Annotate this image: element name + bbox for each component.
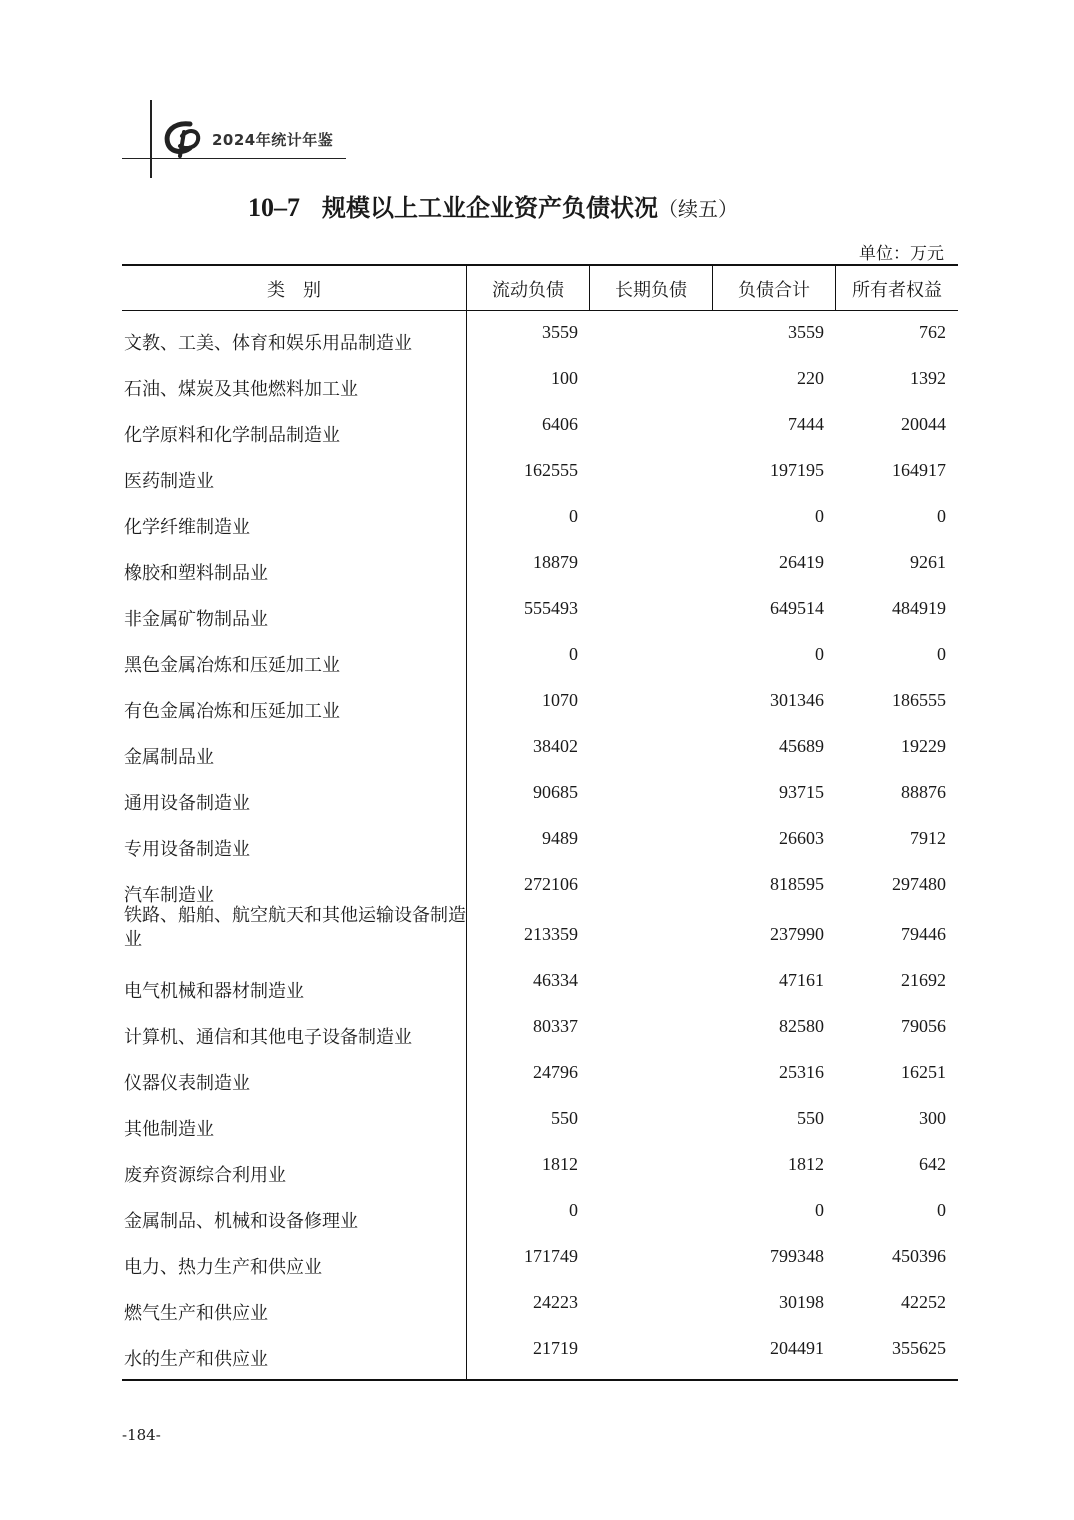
cell-current-liabilities: 1070 [542, 690, 578, 710]
cell-total-liabilities: 649514 [770, 598, 824, 618]
cell-current-liabilities: 213359 [524, 924, 578, 944]
row-category-name: 电力、热力生产和供应业 [124, 1257, 322, 1278]
cell-current-liabilities: 3559 [542, 322, 578, 342]
cell-total-liabilities: 3559 [788, 322, 824, 342]
yearbook-label: 2024年统计年鉴 [212, 131, 334, 149]
row-category-name: 铁路、船舶、航空航天和其他运输设备制造业 [124, 905, 466, 950]
cell-total-liabilities: 1812 [788, 1154, 824, 1174]
table-row [122, 322, 958, 368]
table-row [122, 905, 958, 966]
cell-total-liabilities: 82580 [779, 1016, 824, 1036]
cell-owners-equity: 762 [919, 322, 946, 342]
cell-current-liabilities: 0 [569, 1200, 578, 1220]
table-row [122, 1200, 958, 1246]
row-category-name: 化学原料和化学制品制造业 [124, 425, 340, 446]
cell-total-liabilities: 45689 [779, 736, 824, 756]
cell-current-liabilities: 24223 [533, 1292, 578, 1312]
cell-owners-equity: 88876 [901, 782, 946, 802]
cell-owners-equity: 484919 [892, 598, 946, 618]
cell-total-liabilities: 93715 [779, 782, 824, 802]
row-category-name: 专用设备制造业 [124, 839, 250, 860]
cell-owners-equity: 300 [919, 1108, 946, 1128]
cell-total-liabilities: 197195 [770, 460, 824, 480]
cell-current-liabilities: 162555 [524, 460, 578, 480]
header-horizontal-rule [122, 158, 346, 159]
cell-owners-equity: 1392 [910, 368, 946, 388]
cell-current-liabilities: 555493 [524, 598, 578, 618]
table-row [122, 1016, 958, 1062]
cell-total-liabilities: 799348 [770, 1246, 824, 1266]
table-row [122, 598, 958, 644]
cell-total-liabilities: 237990 [770, 924, 824, 944]
table-row [122, 368, 958, 414]
cell-current-liabilities: 100 [551, 368, 578, 388]
cell-total-liabilities: 26419 [779, 552, 824, 572]
row-category-name: 其他制造业 [124, 1119, 214, 1140]
table-title-main: 规模以上工业企业资产负债状况 [322, 193, 658, 222]
table-row [122, 414, 958, 460]
table-row [122, 1108, 958, 1154]
table-row [122, 1292, 958, 1338]
cell-current-liabilities: 1812 [542, 1154, 578, 1174]
unit-label: 单位：万元 [859, 244, 944, 264]
cell-owners-equity: 9261 [910, 552, 946, 572]
row-category-name: 电气机械和器材制造业 [124, 981, 304, 1002]
cell-total-liabilities: 204491 [770, 1338, 824, 1358]
row-category-name: 黑色金属冶炼和压延加工业 [124, 655, 340, 676]
cell-owners-equity: 164917 [892, 460, 946, 480]
cell-owners-equity: 19229 [901, 736, 946, 756]
cell-owners-equity: 0 [937, 1200, 946, 1220]
cell-total-liabilities: 550 [797, 1108, 824, 1128]
cell-owners-equity: 450396 [892, 1246, 946, 1266]
cell-current-liabilities: 21719 [533, 1338, 578, 1358]
table-title-sub: （续五） [658, 197, 738, 221]
cell-owners-equity: 186555 [892, 690, 946, 710]
cell-current-liabilities: 24796 [533, 1062, 578, 1082]
table-row [122, 828, 958, 874]
table-header-rule [122, 310, 958, 311]
column-header-category: 类 别 [267, 280, 321, 301]
row-category-name: 计算机、通信和其他电子设备制造业 [124, 1027, 412, 1048]
cell-owners-equity: 42252 [901, 1292, 946, 1312]
cell-total-liabilities: 220 [797, 368, 824, 388]
row-category-name: 石油、煤炭及其他燃料加工业 [124, 379, 358, 400]
row-category-name: 仪器仪表制造业 [124, 1073, 250, 1094]
table-row [122, 970, 958, 1016]
cell-owners-equity: 355625 [892, 1338, 946, 1358]
table-title [248, 188, 738, 223]
cell-total-liabilities: 301346 [770, 690, 824, 710]
row-category-name: 医药制造业 [124, 471, 214, 492]
cell-owners-equity: 79056 [901, 1016, 946, 1036]
cell-owners-equity: 642 [919, 1154, 946, 1174]
cell-current-liabilities: 38402 [533, 736, 578, 756]
cell-total-liabilities: 0 [815, 644, 824, 664]
cell-total-liabilities: 7444 [788, 414, 824, 434]
column-header-long-term-liabilities: 长期负债 [615, 280, 687, 301]
cell-current-liabilities: 0 [569, 644, 578, 664]
row-category-name: 文教、工美、体育和娱乐用品制造业 [124, 333, 412, 354]
cell-current-liabilities: 550 [551, 1108, 578, 1128]
row-category-name: 金属制品、机械和设备修理业 [124, 1211, 358, 1232]
cell-owners-equity: 21692 [901, 970, 946, 990]
cell-total-liabilities: 30198 [779, 1292, 824, 1312]
cell-owners-equity: 79446 [901, 924, 946, 944]
cell-total-liabilities: 818595 [770, 874, 824, 894]
cell-current-liabilities: 6406 [542, 414, 578, 434]
cell-current-liabilities: 9489 [542, 828, 578, 848]
row-category-name: 通用设备制造业 [124, 793, 250, 814]
cell-total-liabilities: 0 [815, 506, 824, 526]
cell-total-liabilities: 47161 [779, 970, 824, 990]
row-category-name: 化学纤维制造业 [124, 517, 250, 538]
cell-total-liabilities: 26603 [779, 828, 824, 848]
cell-current-liabilities: 80337 [533, 1016, 578, 1036]
table-number: 10–7 [248, 193, 300, 222]
cell-owners-equity: 0 [937, 644, 946, 664]
row-category-name: 汽车制造业 [124, 885, 214, 906]
row-category-name: 金属制品业 [124, 747, 214, 768]
table-row [122, 1154, 958, 1200]
column-header-current-liabilities: 流动负债 [492, 280, 564, 301]
cell-owners-equity: 297480 [892, 874, 946, 894]
table-row [122, 1338, 958, 1384]
column-header-total-liabilities: 负债合计 [738, 280, 810, 301]
cell-owners-equity: 0 [937, 506, 946, 526]
table-row [122, 552, 958, 598]
cell-current-liabilities: 18879 [533, 552, 578, 572]
yearbook-logo-icon [160, 118, 206, 158]
row-category-name: 废弃资源综合利用业 [124, 1165, 286, 1186]
cell-total-liabilities: 0 [815, 1200, 824, 1220]
cell-current-liabilities: 90685 [533, 782, 578, 802]
row-category-name: 橡胶和塑料制品业 [124, 563, 268, 584]
table-row [122, 460, 958, 506]
cell-current-liabilities: 171749 [524, 1246, 578, 1266]
table-row [122, 690, 958, 736]
cell-owners-equity: 20044 [901, 414, 946, 434]
column-header-owners-equity: 所有者权益 [852, 280, 942, 301]
table-row [122, 782, 958, 828]
page-number: -184- [122, 1426, 161, 1444]
row-category-name: 燃气生产和供应业 [124, 1303, 268, 1324]
table-row [122, 1062, 958, 1108]
table-row [122, 736, 958, 782]
row-category-name: 非金属矿物制品业 [124, 609, 268, 630]
cell-owners-equity: 16251 [901, 1062, 946, 1082]
cell-total-liabilities: 25316 [779, 1062, 824, 1082]
cell-current-liabilities: 46334 [533, 970, 578, 990]
table-row [122, 644, 958, 690]
table-row [122, 506, 958, 552]
cell-current-liabilities: 0 [569, 506, 578, 526]
cell-owners-equity: 7912 [910, 828, 946, 848]
table-body [122, 322, 958, 1384]
header-vertical-rule [150, 100, 152, 178]
cell-current-liabilities: 272106 [524, 874, 578, 894]
row-category-name: 有色金属冶炼和压延加工业 [124, 701, 340, 722]
row-category-name: 水的生产和供应业 [124, 1349, 268, 1370]
table-row [122, 1246, 958, 1292]
table-top-rule [122, 264, 958, 266]
